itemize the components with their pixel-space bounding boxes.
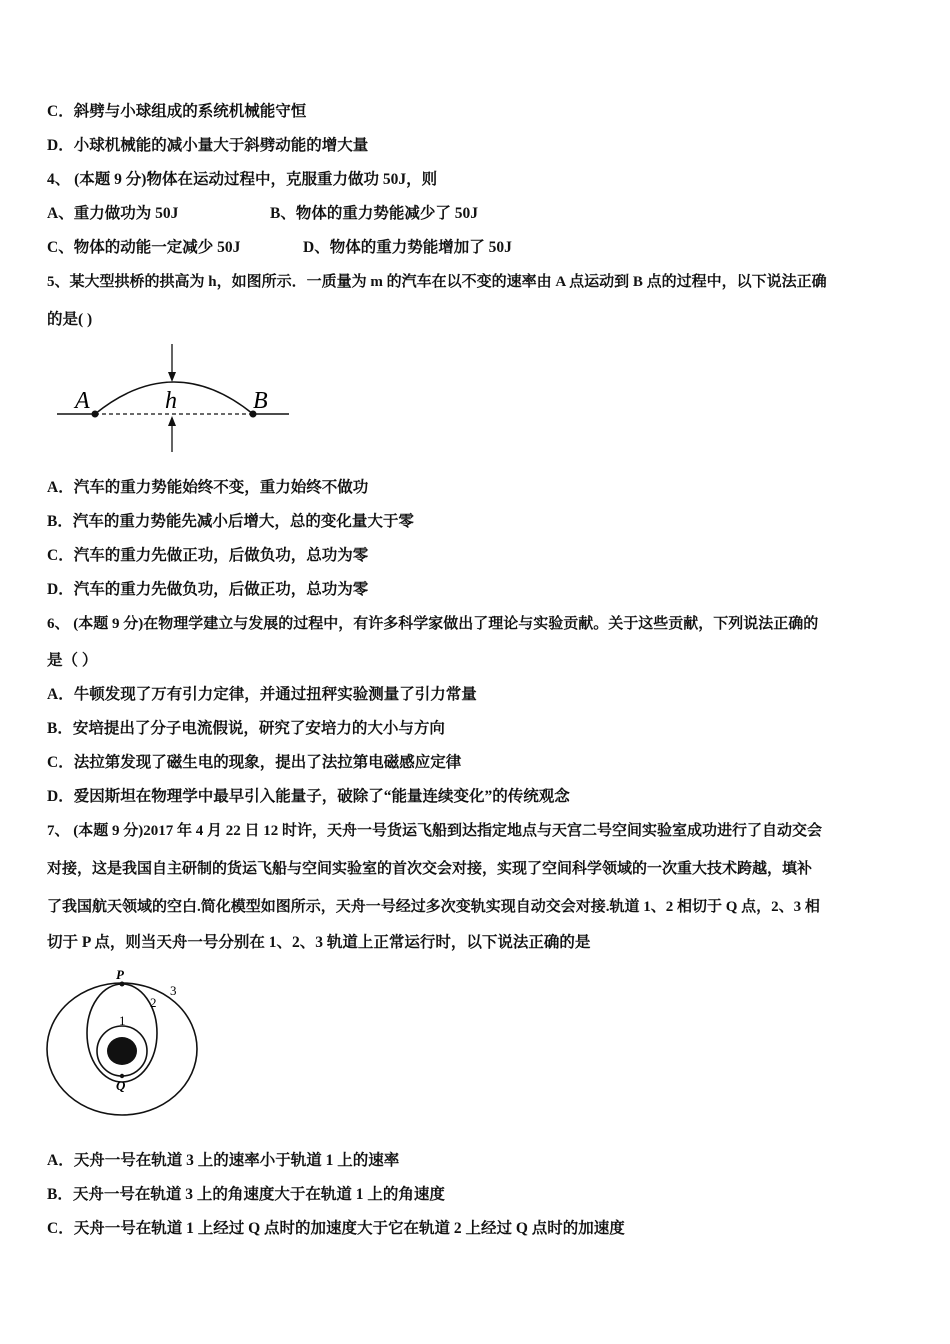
q5-option-d: D．汽车的重力先做负功，后做正功，总功为零 <box>47 581 369 598</box>
point-p-dot <box>120 982 125 987</box>
q4-option-b: B、物体的重力势能减少了 50J <box>270 205 478 222</box>
q3-option-d: D．小球机械能的减小量大于斜劈动能的增大量 <box>47 137 369 154</box>
q7-option-a: A．天舟一号在轨道 3 上的速率小于轨道 1 上的速率 <box>47 1152 400 1169</box>
arch-bridge-figure <box>55 340 295 458</box>
q6-option-c: C．法拉第发现了磁生电的现象，提出了法拉第电磁感应定律 <box>47 754 462 771</box>
q5-stem-line1: 5、某大型拱桥的拱高为 h，如图所示．一质量为 m 的汽车在以不变的速率由 A 点运动到 B 点的过程中，以下说法正确 <box>47 274 827 290</box>
q7-stem-line1: 7、 (本题 9 分)2017 年 4 月 22 日 12 时许，天舟一号货运飞船到达指定地点与天宫二号空间实验室成功进行了自动交会 <box>47 823 822 839</box>
q4-stem: 4、 (本题 9 分)物体在运动过程中，克服重力做功 50J，则 <box>47 171 438 188</box>
label-3: 3 <box>170 983 177 998</box>
q5-option-c: C．汽车的重力先做正功，后做负功，总功为零 <box>47 547 369 564</box>
orbit-2 <box>87 984 157 1082</box>
q4-option-a: A、重力做功为 50J <box>47 205 179 222</box>
top-arrow-head <box>168 372 176 382</box>
q6-stem-line2: 是（ ） <box>47 652 98 669</box>
q6-option-d: D．爱因斯坦在物理学中最早引入能量子，破除了“能量连续变化”的传统观念 <box>47 788 570 805</box>
q7-stem-line4: 切于 P 点，则当天舟一号分别在 1、2、3 轨道上正常运行时，以下说法正确的是 <box>47 934 591 951</box>
bottom-arrow-head <box>168 416 176 426</box>
label-1: 1 <box>119 1013 126 1028</box>
q7-stem-line2: 对接，这是我国自主研制的货运飞船与空间实验室的首次交会对接，实现了空间科学领域的一次重大技术跨越，填补 <box>47 861 813 877</box>
label-a: A <box>75 388 90 414</box>
q6-option-a: A．牛顿发现了万有引力定律，并通过扭秤实验测量了引力常量 <box>47 686 477 703</box>
q5-option-b: B．汽车的重力势能先减小后增大，总的变化量大于零 <box>47 513 414 530</box>
q7-option-c: C．天舟一号在轨道 1 上经过 Q 点时的加速度大于它在轨道 2 上经过 Q 点时的加速度 <box>47 1220 625 1237</box>
q4-option-c: C、物体的动能一定减少 50J <box>47 239 241 256</box>
q7-stem-line3: 了我国航天领域的空白.简化模型如图所示，天舟一号经过多次变轨实现自动交会对接.轨道 1、2 相切于 Q 点，2、3 相 <box>47 899 820 915</box>
label-q: Q <box>116 1078 126 1093</box>
point-a-dot <box>92 411 99 418</box>
orbit-figure <box>44 965 204 1120</box>
label-2: 2 <box>150 995 157 1010</box>
q3-option-c: C．斜劈与小球组成的系统机械能守恒 <box>47 103 307 120</box>
label-b: B <box>253 388 268 414</box>
q5-stem-line2: 的是( ) <box>47 311 93 328</box>
label-h: h <box>165 388 177 414</box>
q6-stem-line1: 6、 (本题 9 分)在物理学建立与发展的过程中，有许多科学家做出了理论与实验贡献。关于这些贡献，下列说法正确的 <box>47 616 819 632</box>
label-p: P <box>116 967 124 982</box>
q7-option-b: B．天舟一号在轨道 3 上的角速度大于在轨道 1 上的角速度 <box>47 1186 445 1203</box>
q4-option-d: D、物体的重力势能增加了 50J <box>303 239 512 256</box>
earth <box>107 1037 137 1065</box>
q6-option-b: B．安培提出了分子电流假说，研究了安培力的大小与方向 <box>47 720 445 737</box>
q5-option-a: A．汽车的重力势能始终不变，重力始终不做功 <box>47 479 369 496</box>
